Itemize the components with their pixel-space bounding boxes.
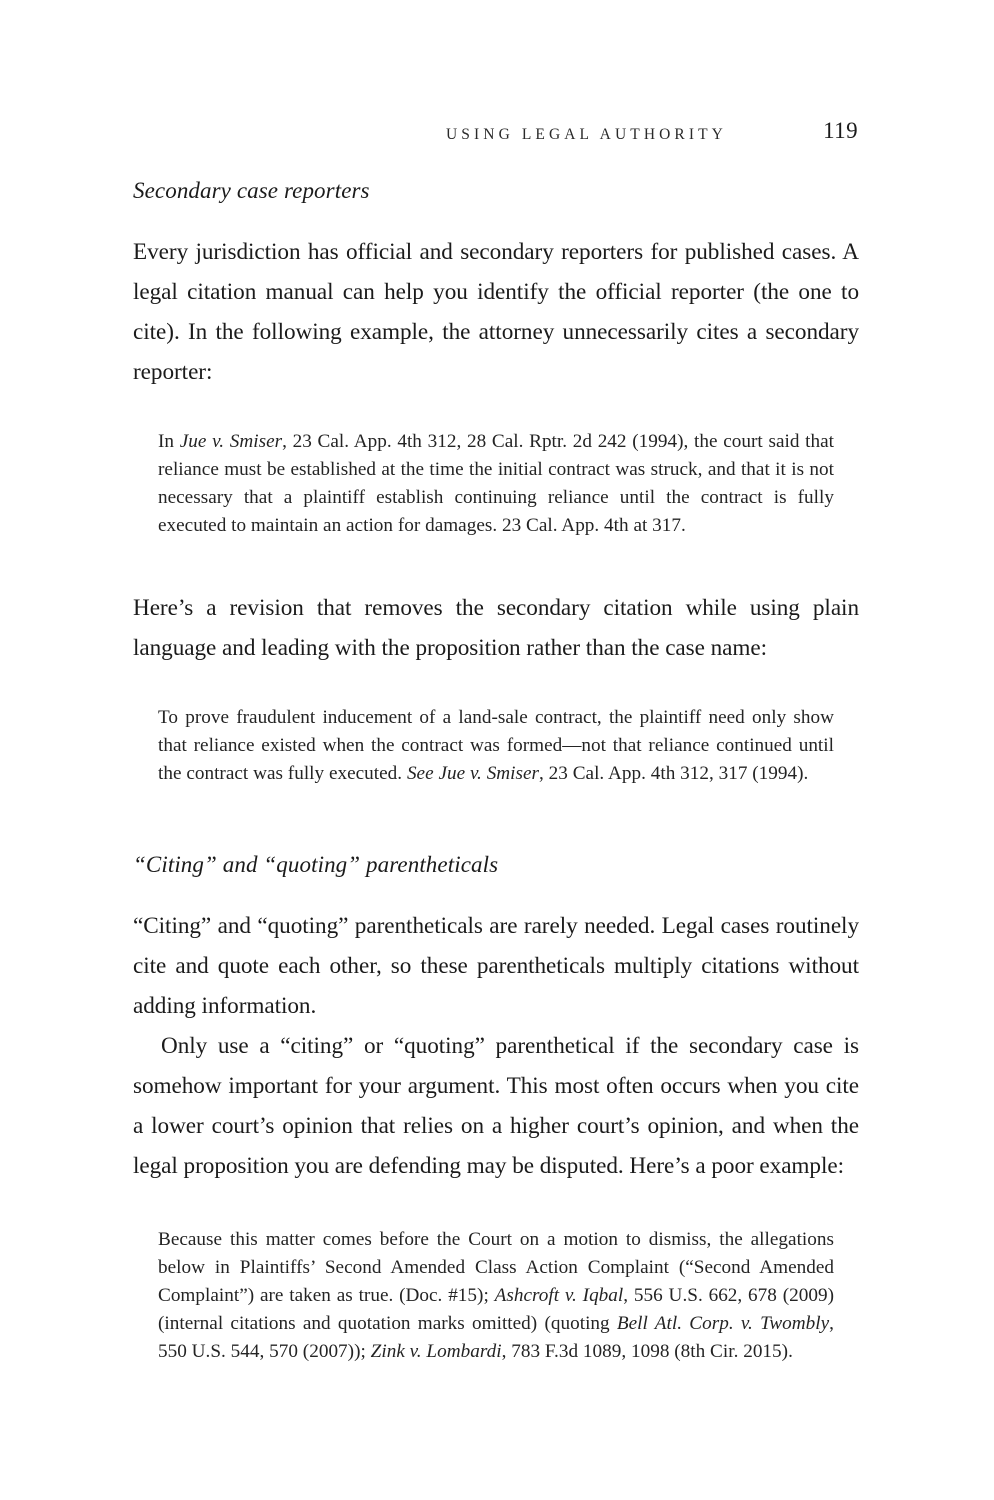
quote-mid-2: , 550 U.S. 544, 570 (2007));: [158, 1313, 834, 1362]
quote-mid-1: , 556 U.S. 662, 678 (2009) (internal citations and quotation marks omitted) (quoting: [158, 1285, 834, 1334]
page-number: 119: [823, 118, 858, 143]
section-heading-citing-quoting-parentheticals: “Citing” and “quoting” parentheticals: [133, 852, 499, 877]
quote-rest: , 23 Cal. App. 4th 312, 28 Cal. Rptr. 2d 242 (1994), the court said that reliance must be established at the time the initial contract was struck, and that it is not necessary that a plaintiff establish continuing reliance until the contract is fully executed to maintain an action for damages. 23 Cal. App. 4th at 317.: [158, 431, 834, 536]
quote-lead: To prove fraudulent inducement of a land-sale contract, the plaintiff need only show that reliance existed when the contract was formed—not that reliance continued until the contract was fully executed.: [158, 707, 834, 784]
quote-rest: , 783 F.3d 1089, 1098 (8th Cir. 2015).: [501, 1341, 793, 1362]
quote-lead: Because this matter comes before the Court on a motion to dismiss, the allegations below in Plaintiffs’ Second Amended Class Action Complaint (“Second Amended Complaint”) are taken as true. (Doc. #15);: [158, 1229, 834, 1306]
case-name-zink-v-lombardi: Zink v. Lombardi: [370, 1341, 502, 1362]
section-heading-secondary-case-reporters: Secondary case reporters: [133, 178, 370, 203]
paragraph-parentheticals-intro: “Citing” and “quoting” parentheticals are rarely needed. Legal cases routinely cite and quote each other, so these parentheticals multiply citations without adding information.: [133, 913, 859, 1019]
case-name-see-jue-v-smiser: See Jue v. Smiser: [406, 763, 540, 784]
case-name-ashcroft-v-iqbal: Ashcroft v. Iqbal: [494, 1285, 624, 1306]
case-name-bell-atl-corp-v-twombly: Bell Atl. Corp. v. Twombly: [616, 1313, 830, 1334]
running-head-title: USING LEGAL AUTHORITY: [446, 126, 727, 143]
page-content: [133, 176, 859, 1366]
blockquote-poor-example-citations: [158, 1226, 834, 1366]
quote-rest: , 23 Cal. App. 4th 312, 317 (1994).: [539, 763, 809, 784]
quote-lead: In: [158, 431, 180, 452]
case-name-jue-v-smiser: Jue v. Smiser: [179, 431, 283, 452]
blockquote-jue-smiser-original: [158, 428, 834, 540]
paragraph-secondary-reporters-intro: Every jurisdiction has official and secondary reporters for published cases. A legal citation manual can help you identify the official reporter (the one to cite). In the following example, the attorney unnecessarily cites a secondary reporter:: [133, 239, 859, 385]
paragraph-parentheticals-usage: Only use a “citing” or “quoting” parenthetical if the secondary case is somehow important for your argument. This most often occurs when you cite a lower court’s opinion that relies on a higher court’s opinion, and when the legal proposition you are defending may be disputed. Here’s a poor example:: [133, 1033, 859, 1179]
paragraph-revision-intro: Here’s a revision that removes the secondary citation while using plain language and leading with the proposition rather than the case name:: [133, 595, 859, 661]
blockquote-jue-smiser-revised: [158, 704, 834, 788]
